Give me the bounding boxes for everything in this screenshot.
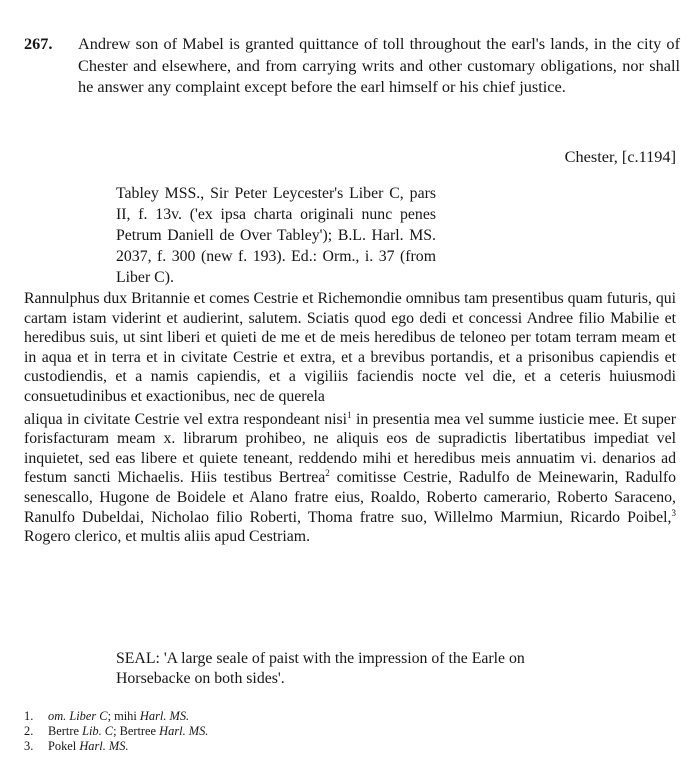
footnote-number: 1. [24,709,34,723]
footnote-3 [24,739,624,754]
footnote-roman: ; mihi [107,709,140,723]
footnote-italic: Harl. MS. [159,724,209,738]
charter-paragraph-2 [24,410,676,547]
footnote-2 [24,724,624,739]
manuscript-sources: Tabley MSS., Sir Peter Leycester's Liber C, pars II, f. 13v. ('ex ipsa charta originali nunc penes Petrum Daniell de Over Tabley'); B.L. Harl. MS. 2037, f. 300 (new f. 193). Ed.: Orm., i. 37 (from Liber C). [116,185,436,286]
footnote-italic: Harl. MS. [79,739,129,753]
charter-paragraph-1: Rannulphus dux Britannie et comes Cestrie et Richemondie omnibus tam presentibus quam futuris, qui cartam istam viderint et audierint, salutem. Sciatis quod ego dedi et concessi Andree filio Mabilie et heredibus suis, ut sint liberi et quieti de me et de meis heredibus de teloneo per totam terram meam et in aqua et in terra et in civitate Cestrie et extra, et a brevibus portandis, et a prisonibus capiendis et custodiendis, et a namis capiendis, et a vigiliis faciendis nocte vel die, et a ceteris huiusmodi consuetudinibus et exactionibus, nec de querela [24,290,676,405]
entry-summary: Andrew son of Mabel is granted quittance of toll throughout the earl's lands, in the city of Chester and elsewhere, and from carrying writs and other customary obligations, nor shall he answer any complaint except before the earl himself or his chief justice. [78,34,680,96]
charter-text-segment: Rogero clerico, et multis aliis apud Cestriam. [24,528,311,546]
footnote-text [48,739,129,754]
footnote-number: 3. [24,739,34,753]
footnote-italic: Harl. MS. [139,709,190,723]
charter-text-segment: comitisse Cestrie, Radulfo de Meinewarin, Radulfo senescallo, Hugone de Boidele et Alano fratre eius, Roaldo, Roberto camerario, Roberto Saraceno, Ranulfo Dubeldai, Nicholao filio Roberti, Thoma fratre suo, Willelmo Marmiun, Ricardo Poibel, [24,469,677,526]
charter-text-segment: aliqua in civitate Cestrie vel extra respondeant nisi [24,410,348,428]
place-date: Chester, [c.1194] [564,147,676,166]
charter-text-segment: in presentia mea vel summe iusticie mee. Et super forisfacturam meam x. librarum prohibeo, ne aliquis eos de supradictis libertatibus impediat vel inquietet, sed eas libere et quiete teneant, reddendo mihi et heredibus meis annuatim vi. denarios ad festum sancti Michaelis. Hiis testibus Bertrea [24,410,676,487]
footnote-ref-3: 3 [671,507,676,518]
footnote-number: 2. [24,724,34,738]
footnote-text [48,724,208,739]
charter-text [24,289,676,547]
footnote-roman: Pokel [48,739,80,753]
footnote-ref-1: 1 [347,409,352,420]
footnotes [24,709,624,754]
seal-description: SEAL: 'A large seale of paist with the impression of the Earle on Horsebacke on both sides'. [116,650,525,687]
footnote-italic: om. Liber C [48,709,108,723]
footnote-text [48,709,189,724]
entry-number: 267. [24,34,53,53]
footnote-italic: Lib. C [82,724,114,738]
footnote-1 [24,709,624,724]
footnote-roman: Bertre [48,724,83,738]
footnote-roman: ; Bertree [113,724,160,738]
footnote-ref-2: 2 [325,468,330,479]
